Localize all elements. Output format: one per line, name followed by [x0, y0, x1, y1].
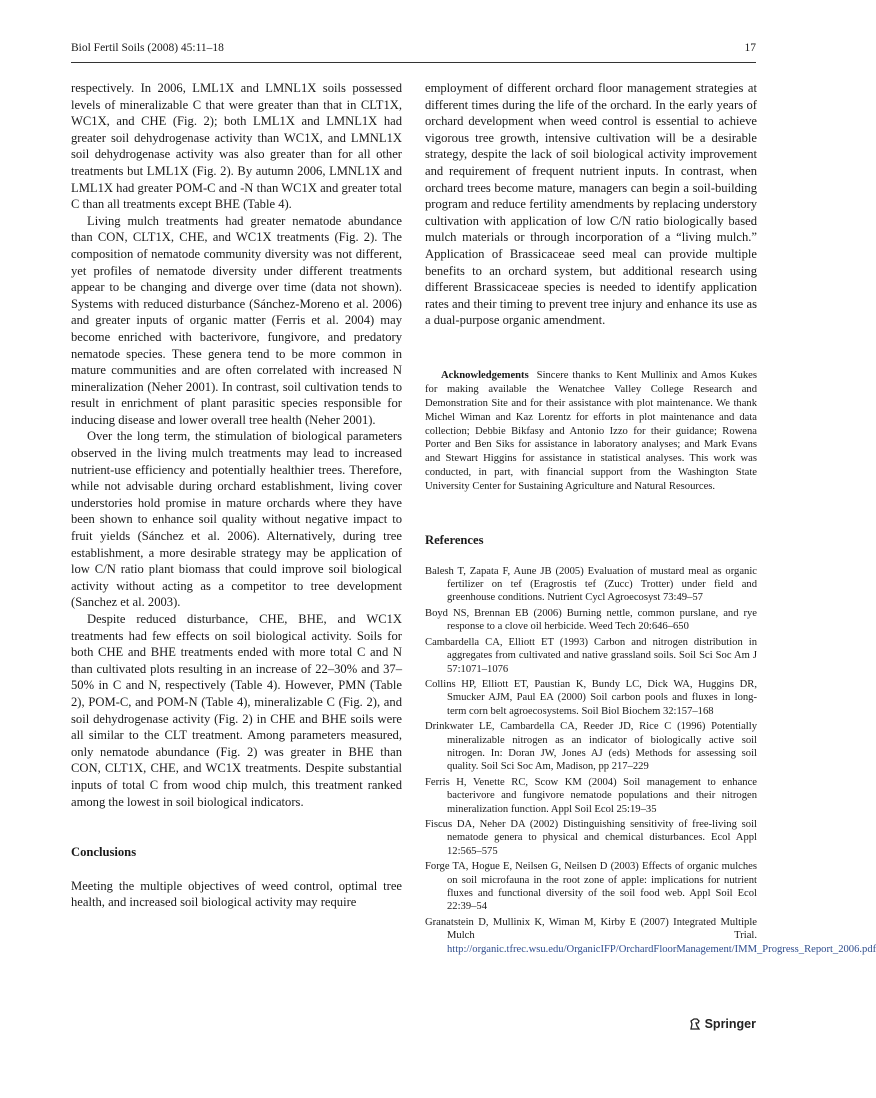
reference-item: Fiscus DA, Neher DA (2002) Distinguishing sensitivity of free-living soil nematode genera to physical and chemical disturbances. Ecol Appl 12:565–575	[425, 818, 757, 857]
paragraph-results-3: Over the long term, the stimulation of biological parameters observed in the living mulch treatments may lead to increased nutrient-use efficiency and potentially healthier trees. Therefore, while not advisable during orchard establishment, living cover understories hold promise in mature orchards where they have been shown to enhance soil quality without negative impact to fruit yields (Sánchez et al. 2006). Alternatively, during tree establishment, a more desirable strategy may be application of low C/N ratio plant biomass that could improve soil biological activity without acting as a competitor to tree development (Sanchez et al. 2003).	[71, 429, 402, 610]
reference-item: Cambardella CA, Elliott ET (1993) Carbon and nitrogen distribution in aggregates from cultivated and native grassland soils. Soil Sci Soc Am J 57:1071–1076	[425, 636, 757, 675]
conclusions-text: Meeting the multiple objectives of weed control, optimal tree health, and increased soil biological activity may require	[71, 878, 402, 910]
acknowledgements-label: Acknowledgements	[441, 369, 529, 381]
reference-item: Collins HP, Elliott ET, Paustian K, Bundy LC, Dick WA, Huggins DR, Smucker AJM, Paul EA (2000) Soil carbon pools and fluxes in long-term corn belt agroecosystems. Soil Biol Biochem 32:157–168	[425, 678, 757, 717]
publisher-logo	[688, 1017, 756, 1031]
reference-item: Ferris H, Venette RC, Scow KM (2004) Soil management to enhance bacterivore and fungivore nematode populations and their nitrogen mineralization function. Appl Soil Ecol 25:19–35	[425, 776, 757, 815]
reference-list	[425, 565, 876, 956]
running-header	[71, 42, 756, 60]
references-heading: References	[425, 533, 484, 548]
page-number: 17	[744, 42, 756, 54]
header-rule	[71, 62, 756, 63]
paragraph-results-2: Living mulch treatments had greater nematode abundance than CON, CLT1X, CHE, and WC1X treatments (Fig. 2). The composition of nematode community diversity was not different, yet profiles of nematode diversity under different treatments appear to be changing and diverge over time (data not shown). Systems with reduced disturbance (Sánchez-Moreno et al. 2006) and greater inputs of organic matter (Ferris et al. 2004) may become enriched with bacterivore, fungivore, and predatory nematode species. These genera tend to be more common in mature communities and are often correlated with increased N mineralization (Neher 2001). In contrast, soil cultivation tends to result in enrichment of plant parasitic species responsible for inducing disease and lower overall tree health (Neher 2001).	[71, 213, 402, 427]
paragraph-results-4: Despite reduced disturbance, CHE, BHE, and WC1X treatments had few effects on soil biological activity. Soils for both CHE and BHE treatments ended with more total C and N than cultivated plots resulting in an increase of 22–30% and 37–50% in C and N, respectively (Table 4). However, PMN (Table 2), POM-C, and POM-N (Table 4), mineralizable C (Fig. 2), and soil dehydrogenase activity (Fig. 2) in CHE and BHE soils were all similar to the CLT treatment. Among parameters measured, only nematode abundance (Fig. 2) was greater in BHE than CON, CLT1X, CHE, and WC1X treatments. Despite substantial inputs of total C from wood chip mulch, this treatment ranked among the lowest in soil biological indicators.	[71, 612, 402, 809]
right-column	[425, 80, 876, 958]
reference-item: Drinkwater LE, Cambardella CA, Reeder JD, Rice C (1996) Potentially mineralizable nitrogen as an indicator of biologically active soil nitrogen. In: Doran JW, Jones AJ (eds) Methods for assessing soil quality. Soil Sci Soc Am, Madison, pp 217–229	[425, 721, 757, 773]
springer-horse-icon	[688, 1017, 702, 1031]
conclusions-heading: Conclusions	[71, 845, 137, 860]
reference-item: Boyd NS, Brennan EB (2006) Burning nettle, common purslane, and rye response to a clove oil herbicide. Weed Tech 20:646–650	[425, 607, 757, 633]
publisher-name: Springer	[704, 1017, 756, 1031]
acknowledgements	[425, 369, 757, 494]
paragraph-conclusions-cont: employment of different orchard floor management strategies at different times during the life of the orchard. In the early years of orchard development when weed control is essential to achieve vigorous tree growth, intensive cultivation will be a desirable strategy, despite the lack of soil biological activity improvement and requirement of frequent nutrient inputs. In contrast, when orchard trees become mature, managers can begin a soil-building program and reduce fertility amendments by replacing understory cultivation with application of low C/N ratio biologically based mulch materials or through incorporation of a “living mulch.” Application of Brassicaceae seed meal can provide multiple benefits to an orchard system, but additional research using different Brassicaceae species is needed to identify application rates and their timing to prevent tree injury and enhance its use as a dual-purpose organic amendment.	[425, 81, 757, 328]
acknowledgements-text: Sincere thanks to Kent Mullinix and Amos Kukes for making available the Wenatchee Valley College Research and Demonstration Site and for their assistance with plot maintenance. We thank Michel Wiman and Kaz Lorentz for efforts in plot maintenance and data collection; Debbie Bikfasy and Antonio Izzo for their guidance; Rowena Porter and Ben Siks for assistance in laboratory analyses; and Mark Evans and Stewart Higgins for assistance in statistical analyses. This work was conducted, in part, with financial support from the Washington State University Center for Sustaining Agriculture and Natural Resources.	[425, 369, 757, 493]
reference-item: Forge TA, Hogue E, Neilsen G, Neilsen D (2003) Effects of organic mulches on soil microfauna in the root zone of apple: implications for nutrient fluxes and functional diversity of the soil food web. Appl Soil Ecol 22:39–54	[425, 861, 757, 913]
reference-url-link[interactable]: http://organic.tfrec.wsu.edu/OrganicIFP/OrchardFloorManagement/IMM_Progress_Report_2006.pdf	[447, 943, 876, 955]
paragraph-results-1: respectively. In 2006, LML1X and LMNL1X soils possessed levels of mineralizable C that were greater than that in CLT1X, WC1X, and CHE (Fig. 2); both LML1X and LMNL1X had greater soil dehydrogenase activity than WC1X, and LMNL1X soil dehydrogenase activity was also greater than for all other treatments but LML1X (Fig. 2). By autumn 2006, LMNL1X and LML1X had greater POM-C and -N than WC1X and greater total C than all treatments except BHE (Table 4).	[71, 81, 402, 212]
reference-item: Balesh T, Zapata F, Aune JB (2005) Evaluation of mustard meal as organic fertilizer on tef (Eragrostis tef (Zucc) Trotter) under field and greenhouse conditions. Nutrient Cycl Agroecosyst 73:49–57	[425, 565, 757, 604]
reference-item-granatstein	[425, 916, 876, 956]
reference-text: Granatstein D, Mullinix K, Wiman M, Kirby E (2007) Integrated Multiple Mulch Trial.	[425, 916, 757, 942]
journal-citation: Biol Fertil Soils (2008) 45:11–18	[71, 42, 224, 54]
left-column	[71, 80, 402, 911]
